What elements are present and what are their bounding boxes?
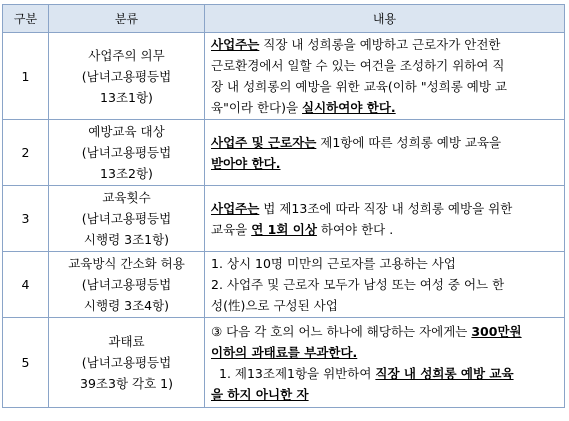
content-text: 제1항에 따른 성희롱 예방 교육을 xyxy=(316,134,502,150)
law-table xyxy=(2,4,565,408)
row-number: 1 xyxy=(3,33,49,120)
row-content xyxy=(205,120,565,186)
bold-fine-amount: 300만원 xyxy=(471,323,522,339)
bold-obligation: 실시하여야 한다. xyxy=(302,100,396,115)
row-number: 2 xyxy=(3,120,49,186)
category-title: 과태료 xyxy=(108,334,145,349)
category-law: (남녀고용평등법 xyxy=(81,211,172,226)
category-title: 사업주의 의무 xyxy=(88,47,165,63)
table-row xyxy=(3,318,565,408)
bold-fine-text: 이하의 과태료를 부과한다. xyxy=(211,344,358,360)
table-row xyxy=(3,186,565,252)
row-content xyxy=(205,318,565,408)
bold-obligation: 받아야 한다. xyxy=(211,155,281,171)
bold-subject: 사업주 및 근로자는 xyxy=(211,134,317,150)
category-title: 예방교육 대상 xyxy=(88,124,165,139)
row-category xyxy=(49,120,205,186)
row-number: 4 xyxy=(3,252,49,318)
category-law: (남녀고용평등법 xyxy=(81,277,172,292)
bold-violation: 을 하지 아니한 자 xyxy=(211,386,309,402)
row-number: 3 xyxy=(3,186,49,252)
table-row xyxy=(3,252,565,318)
bold-violation: 직장 내 성희롱 예방 교육 xyxy=(375,365,514,381)
content-item: 1. 제13조제1항을 위반하여 xyxy=(219,365,376,381)
row-category xyxy=(49,252,205,318)
content-text: 장 내 성희롱의 예방을 위한 교육(이하 "성희롱 예방 교 xyxy=(211,79,507,94)
category-law: (남녀고용평등법 xyxy=(81,68,172,84)
bold-frequency: 연 1회 이상 xyxy=(251,221,317,237)
content-text: 육"이라 한다)을 xyxy=(211,100,303,115)
header-content: 내용 xyxy=(205,5,565,33)
row-content xyxy=(205,33,565,120)
content-text: 하여야 한다 . xyxy=(316,221,394,237)
header-row xyxy=(3,5,565,33)
row-category xyxy=(49,33,205,120)
law-table-container xyxy=(2,4,564,408)
category-article: 시행령 3조1항) xyxy=(83,232,170,247)
category-title: 교육방식 간소화 허용 xyxy=(68,256,185,271)
table-row xyxy=(3,33,565,120)
category-article: 13조2항) xyxy=(100,166,153,181)
row-number: 5 xyxy=(3,318,49,408)
category-law: (남녀고용평등법 xyxy=(81,355,172,370)
content-item: 2. 사업주 및 근로자 모두가 남성 또는 여성 중 어느 한 xyxy=(211,277,505,292)
content-text: 근로환경에서 일할 수 있는 여건을 조성하기 위하여 직 xyxy=(211,58,505,73)
category-title: 교육횟수 xyxy=(102,190,151,205)
category-article: 시행령 3조4항) xyxy=(83,298,170,313)
category-law: (남녀고용평등법 xyxy=(81,145,172,160)
content-text: 교육을 xyxy=(211,221,252,237)
content-text: 법 제13조에 따라 직장 내 성희롱 예방을 위한 xyxy=(259,200,513,216)
bold-subject: 사업주는 xyxy=(211,37,260,52)
header-number: 구분 xyxy=(3,5,49,33)
bold-subject: 사업주는 xyxy=(211,200,260,216)
category-article: 13조1항) xyxy=(100,89,153,105)
row-content xyxy=(205,186,565,252)
row-content xyxy=(205,252,565,318)
category-article: 39조3항 각호 1) xyxy=(80,376,173,391)
row-category xyxy=(49,186,205,252)
content-text: 성(性)으로 구성된 사업 xyxy=(211,298,338,313)
header-category: 분류 xyxy=(49,5,205,33)
content-item: 1. 상시 10명 미만의 근로자를 고용하는 사업 xyxy=(211,256,456,271)
content-text: ③ 다음 각 호의 어느 하나에 해당하는 자에게는 xyxy=(211,323,472,339)
content-text: 직장 내 성희롱을 예방하고 근로자가 안전한 xyxy=(259,37,501,52)
table-row xyxy=(3,120,565,186)
row-category xyxy=(49,318,205,408)
